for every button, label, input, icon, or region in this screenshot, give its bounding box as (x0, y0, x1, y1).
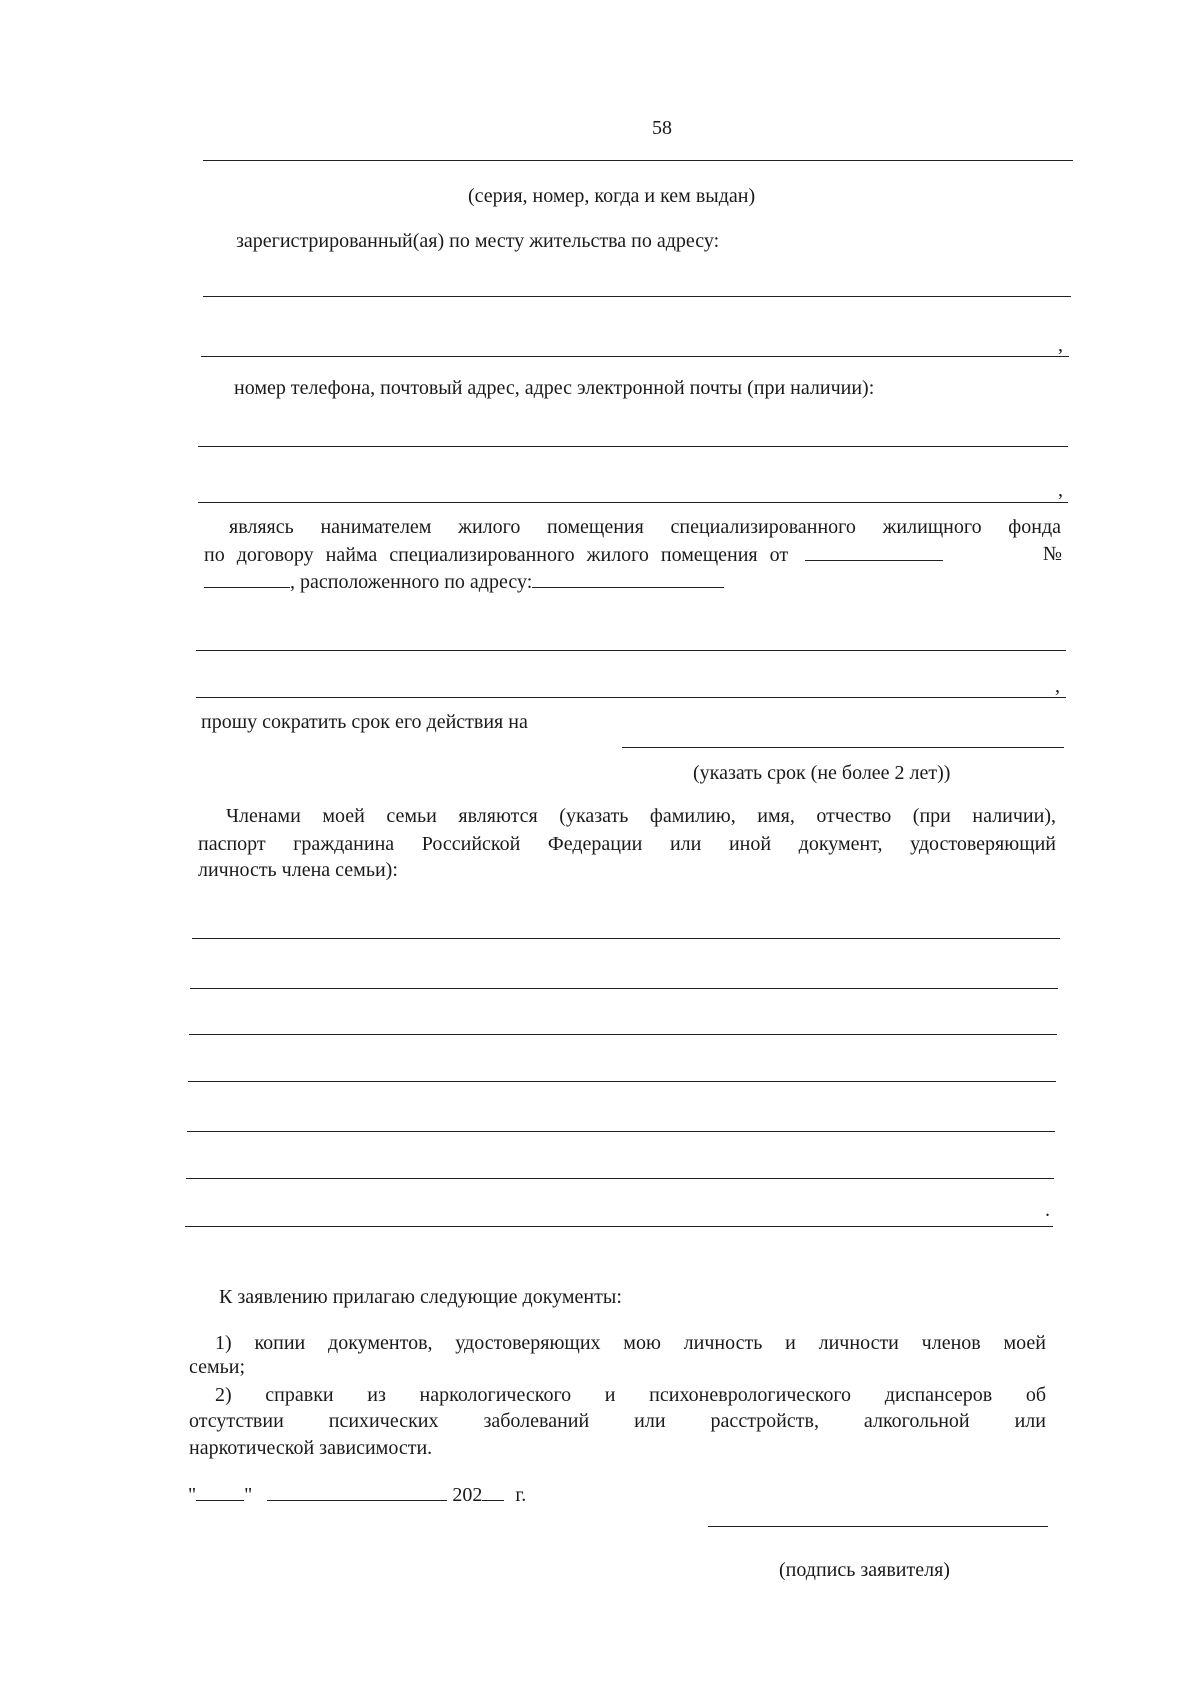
tenant-line-3-row (204, 571, 724, 592)
passport-caption: (серия, номер, когда и кем выдан) (468, 185, 756, 207)
request-label: прошу сократить срок его действия на (201, 711, 528, 733)
contacts-comma: , (1058, 479, 1063, 501)
tenant-line-3: , расположенного по адресу: (290, 571, 533, 593)
family-line-2: паспорт гражданина Российской Федерации или иной документ, удостоверяющий (198, 833, 1056, 855)
family-field-line-7[interactable] (185, 1226, 1053, 1227)
contract-number-field[interactable] (204, 571, 290, 588)
property-address-line-2[interactable] (196, 697, 1066, 698)
tenant-line-2-row (204, 544, 1062, 565)
signature-caption: (подпись заявителя) (779, 1559, 950, 1581)
family-line-3: личность члена семьи): (198, 859, 398, 881)
date-year-field[interactable] (482, 1484, 504, 1501)
term-caption: (указать срок (не более 2 лет)) (693, 762, 951, 784)
family-line-1: Членами моей семьи являются (указать фамилию, имя, отчество (при наличии), (226, 805, 1056, 827)
property-address-field[interactable] (532, 571, 724, 588)
date-month-field[interactable] (267, 1484, 447, 1501)
date-open-quote: " (188, 1484, 197, 1506)
family-field-line-2[interactable] (190, 988, 1058, 989)
address-field-line-2[interactable] (201, 356, 1069, 357)
tenant-line-1: являясь нанимателем жилого помещения специализированного жилищного фонда (229, 516, 1061, 538)
date-close-quote: " (244, 1484, 253, 1506)
property-address-comma: , (1055, 675, 1060, 697)
family-period: . (1045, 1199, 1050, 1221)
contacts-field-line-2[interactable] (198, 502, 1068, 503)
contacts-field-line-1[interactable] (198, 446, 1068, 447)
attachment-2-line-1: 2) справки из наркологического и психоневрологического диспансеров об (215, 1384, 1046, 1406)
signature-field-line[interactable] (708, 1526, 1048, 1527)
family-field-line-5[interactable] (187, 1131, 1055, 1132)
page-number: 58 (652, 117, 672, 139)
attachment-1-line-2: семьи; (189, 1356, 246, 1378)
family-field-line-1[interactable] (192, 938, 1060, 939)
contacts-label: номер телефона, почтовый адрес, адрес электронной почты (при наличии): (234, 377, 875, 399)
attachments-heading: К заявлению прилагаю следующие документы: (219, 1286, 622, 1308)
address-comma: , (1058, 334, 1063, 356)
attachment-2-line-3: наркотической зависимости. (189, 1437, 433, 1459)
date-row (188, 1484, 526, 1505)
family-field-line-3[interactable] (189, 1034, 1057, 1035)
passport-field-line[interactable] (203, 160, 1073, 161)
number-sign: № (1042, 543, 1062, 565)
date-year: 202 (452, 1484, 483, 1506)
family-field-line-4[interactable] (188, 1081, 1056, 1082)
property-address-line-1[interactable] (196, 650, 1066, 651)
contract-date-field[interactable] (805, 544, 943, 561)
address-field-line-1[interactable] (203, 296, 1071, 297)
date-year-suffix: г. (515, 1484, 527, 1506)
tenant-line-2: по договору найма специализированного жилого помещения от (204, 544, 789, 566)
attachment-1-line-1: 1) копии документов, удостоверяющих мою личность и личности членов моей (215, 1332, 1046, 1354)
attachment-2-line-2: отсутствии психических заболеваний или расстройств, алкогольной или (189, 1410, 1046, 1432)
registered-address-label: зарегистрированный(ая) по месту жительства по адресу: (236, 230, 720, 252)
date-day-field[interactable] (196, 1484, 244, 1501)
term-field-line[interactable] (622, 747, 1064, 748)
family-field-line-6[interactable] (186, 1178, 1054, 1179)
